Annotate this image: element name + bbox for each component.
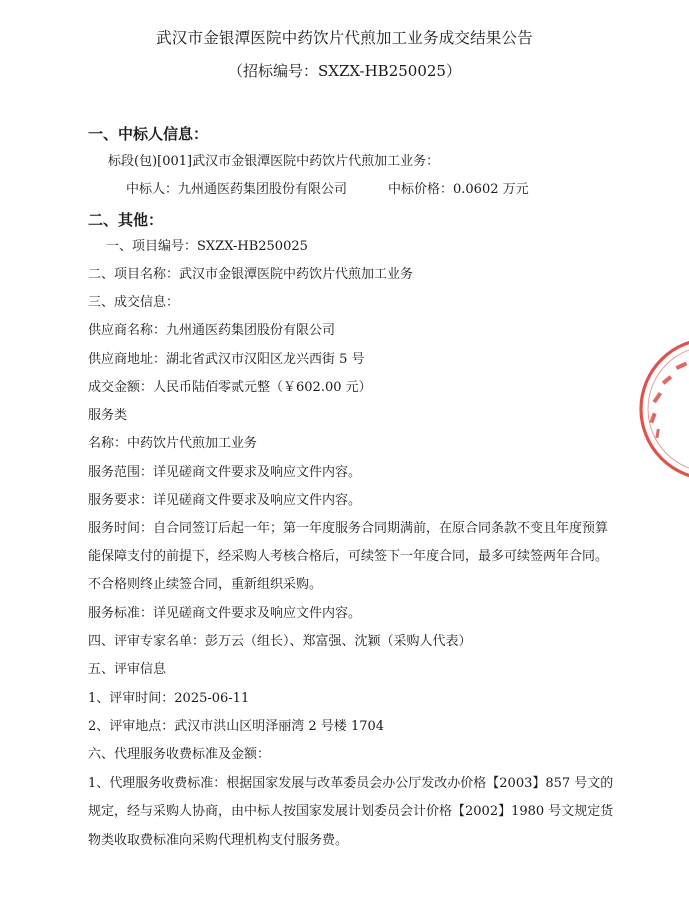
project-name-line: 二、项目名称：武汉市金银潭医院中药饮片代煎加工业务: [88, 267, 414, 282]
document-subtitle: （招标编号：SXZX-HB250025）: [228, 62, 461, 80]
review-location-line: 2、评审地点：武汉市洪山区明泽丽湾 2 号楼 1704: [88, 719, 385, 734]
service-time-line-3: 不合格则终止续签合同，重新组织采购。: [88, 577, 323, 592]
service-name-line: 名称：中药饮片代煎加工业务: [88, 436, 258, 451]
fee-standard-line-3: 物类收取费标准向采购代理机构支付服务费。: [88, 833, 349, 848]
review-time-line: 1、评审时间：2025-06-11: [88, 691, 250, 706]
service-category-line: 服务类: [88, 408, 128, 423]
fee-standard-line-2: 规定，经与采购人协商，由中标人按国家发展计划委员会计价格【2002】1980 号文规定货: [88, 804, 614, 819]
deal-amount-line: 成交金额：人民币陆佰零贰元整（￥602.00 元）: [88, 380, 372, 395]
project-number-line: 一、项目编号：SXZX-HB250025: [106, 239, 308, 254]
document-title: 武汉市金银潭医院中药饮片代煎加工业务成交结果公告: [156, 29, 533, 47]
section-1-heading: 一、中标人信息：: [88, 125, 209, 143]
review-info-heading: 五、评审信息: [88, 662, 167, 677]
supplier-name-line: 供应商名称：九州通医药集团股份有限公司: [88, 323, 336, 338]
lot-line: 标段(包)[001]武汉市金银潭医院中药饮片代煎加工业务：: [108, 154, 440, 169]
price-line: 中标价格：0.0602 万元: [388, 182, 529, 197]
winner-line: 中标人：九州通医药集团股份有限公司: [126, 182, 348, 197]
fee-standard-line-1: 1、代理服务收费标准：根据国家发展与改革委员会办公厅发改办价格【2003】857 号文的: [88, 776, 614, 791]
red-seal-stamp-icon: [636, 334, 689, 484]
service-time-line-2: 能保障支付的前提下，经采购人考核合格后，可续签下一年度合同，最多可续签两年合同。: [88, 549, 609, 564]
fee-heading: 六、代理服务收费标准及金额：: [88, 747, 271, 762]
deal-info-heading: 三、成交信息：: [88, 295, 180, 310]
section-2-heading: 二、其他：: [88, 211, 164, 229]
service-scope-line: 服务范围：详见磋商文件要求及响应文件内容。: [88, 465, 362, 480]
service-requirement-line: 服务要求：详见磋商文件要求及响应文件内容。: [88, 493, 362, 508]
supplier-address-line: 供应商地址：湖北省武汉市汉阳区龙兴西街 5 号: [88, 352, 365, 367]
service-standard-line: 服务标准：详见磋商文件要求及响应文件内容。: [88, 606, 362, 621]
service-time-line-1: 服务时间：自合同签订后起一年；第一年度服务合同期满前，在原合同条款不变且年度预算: [88, 521, 609, 536]
experts-line: 四、评审专家名单：彭万云（组长）、郑富强、沈颖（采购人代表）: [88, 634, 472, 649]
